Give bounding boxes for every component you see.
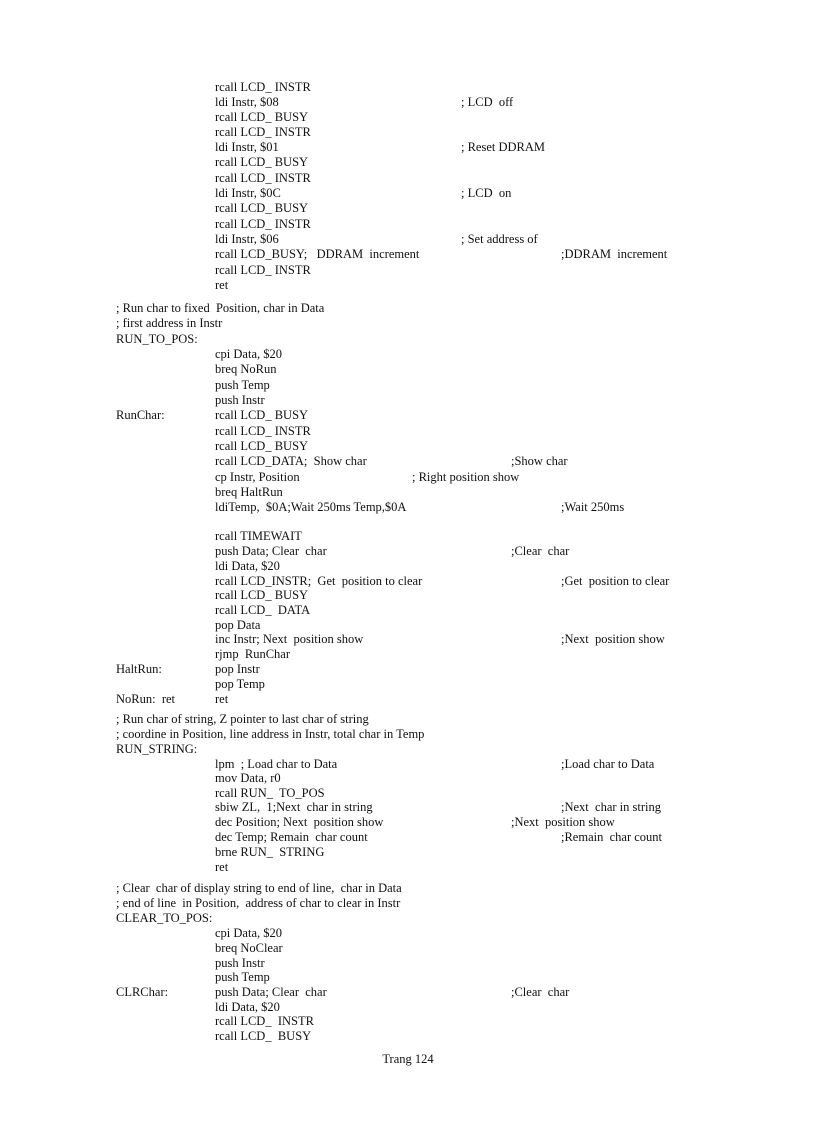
page-footer: Trang 124: [382, 1052, 434, 1066]
code-comment: ;Clear char: [511, 985, 570, 999]
comment-header-line: ; end of line in Position, address of char to clear in Instr: [116, 896, 401, 910]
code-line: rcall LCD_ BUSY: [215, 1029, 312, 1043]
code-comment: ; LCD on: [461, 186, 512, 200]
comment-header-line: ; first address in Instr: [116, 316, 223, 330]
comment-header-line: CLEAR_TO_POS:: [116, 911, 213, 925]
code-line: sbiw ZL, 1;Next char in string: [215, 800, 373, 814]
code-line: rcall LCD_ INSTR: [215, 217, 311, 231]
code-comment: ;Next position show: [561, 632, 665, 646]
code-line: rcall LCD_ INSTR: [215, 424, 311, 438]
code-line: pop Data: [215, 618, 261, 632]
code-line: mov Data, r0: [215, 771, 281, 785]
code-line: ldi Data, $20: [215, 559, 280, 573]
comment-header-line: ; Run char of string, Z pointer to last char of string: [116, 712, 369, 726]
code-line: rcall LCD_ BUSY: [215, 588, 309, 602]
code-line: rcall LCD_ BUSY: [215, 408, 309, 422]
code-line: rcall LCD_DATA; Show char: [215, 454, 367, 468]
code-line: breq HaltRun: [215, 485, 283, 499]
code-line: inc Instr; Next position show: [215, 632, 364, 646]
code-line: rcall LCD_ BUSY: [215, 110, 309, 124]
code-line: ret: [215, 692, 229, 706]
code-line: rcall LCD_ DATA: [215, 603, 311, 617]
code-line: cp Instr, Position: [215, 470, 300, 484]
code-comment: ;Clear char: [511, 544, 570, 558]
code-comment: ; Set address of: [461, 232, 538, 246]
code-line: ldi Instr, $0C: [215, 186, 281, 200]
code-line: rcall LCD_BUSY; DDRAM increment: [215, 247, 420, 261]
comment-header-line: RUN_STRING:: [116, 742, 198, 756]
code-label: HaltRun:: [116, 662, 162, 676]
code-comment: ;Next char in string: [561, 800, 661, 814]
code-line: pop Instr: [215, 662, 260, 676]
code-line: push Data; Clear char: [215, 544, 327, 558]
code-line: rcall TIMEWAIT: [215, 529, 302, 543]
code-line: ldi Data, $20: [215, 1000, 280, 1014]
code-comment: ;Next position show: [511, 815, 615, 829]
code-line: ldiTemp, $0A;Wait 250ms Temp,$0A: [215, 500, 407, 514]
code-line: rjmp RunChar: [215, 647, 290, 661]
code-line: push Temp: [215, 970, 270, 984]
code-line: breq NoRun: [215, 362, 277, 376]
code-line: push Instr: [215, 393, 265, 407]
code-line: rcall LCD_ BUSY: [215, 201, 309, 215]
code-line: dec Temp; Remain char count: [215, 830, 368, 844]
code-line: ldi Instr, $06: [215, 232, 279, 246]
code-line: cpi Data, $20: [215, 926, 282, 940]
code-line: lpm ; Load char to Data: [215, 757, 338, 771]
code-comment: ;Show char: [511, 454, 568, 468]
code-comment: ;Wait 250ms: [561, 500, 625, 514]
code-line: brne RUN_ STRING: [215, 845, 325, 859]
code-line: rcall LCD_ BUSY: [215, 155, 309, 169]
code-line: pop Temp: [215, 677, 265, 691]
code-label: RunChar:: [116, 408, 165, 422]
code-line: push Instr: [215, 956, 265, 970]
code-line: ldi Instr, $01: [215, 140, 279, 154]
code-line: breq NoClear: [215, 941, 283, 955]
code-label: NoRun: ret: [116, 692, 176, 706]
comment-header-line: ; coordine in Position, line address in Instr, total char in Temp: [116, 727, 425, 741]
comment-header-line: ; Clear char of display string to end of line, char in Data: [116, 881, 402, 895]
code-line: rcall LCD_ INSTR: [215, 80, 311, 94]
code-comment: ; LCD off: [461, 95, 514, 109]
code-line: rcall LCD_ INSTR: [215, 1014, 314, 1028]
code-line: cpi Data, $20: [215, 347, 282, 361]
code-comment: ;Load char to Data: [561, 757, 655, 771]
code-line: rcall RUN_ TO_POS: [215, 786, 325, 800]
code-line: rcall LCD_ INSTR: [215, 171, 311, 185]
code-line: ret: [215, 860, 229, 874]
code-line: ret: [215, 278, 229, 292]
code-label: CLRChar:: [116, 985, 169, 999]
code-line: push Temp: [215, 378, 270, 392]
code-line: dec Position; Next position show: [215, 815, 384, 829]
code-line: rcall LCD_ INSTR: [215, 125, 311, 139]
code-comment: ;Get position to clear: [561, 574, 670, 588]
code-comment: ;DDRAM increment: [561, 247, 668, 261]
code-line: push Data; Clear char: [215, 985, 327, 999]
code-line: rcall LCD_INSTR; Get position to clear: [215, 574, 423, 588]
code-line: rcall LCD_ INSTR: [215, 263, 311, 277]
code-comment: ; Right position show: [412, 470, 520, 484]
code-comment: ;Remain char count: [561, 830, 663, 844]
code-line: rcall LCD_ BUSY: [215, 439, 309, 453]
comment-header-line: RUN_TO_POS:: [116, 332, 198, 346]
code-comment: ; Reset DDRAM: [461, 140, 546, 154]
comment-header-line: ; Run char to fixed Position, char in Data: [116, 301, 325, 315]
code-line: ldi Instr, $08: [215, 95, 279, 109]
